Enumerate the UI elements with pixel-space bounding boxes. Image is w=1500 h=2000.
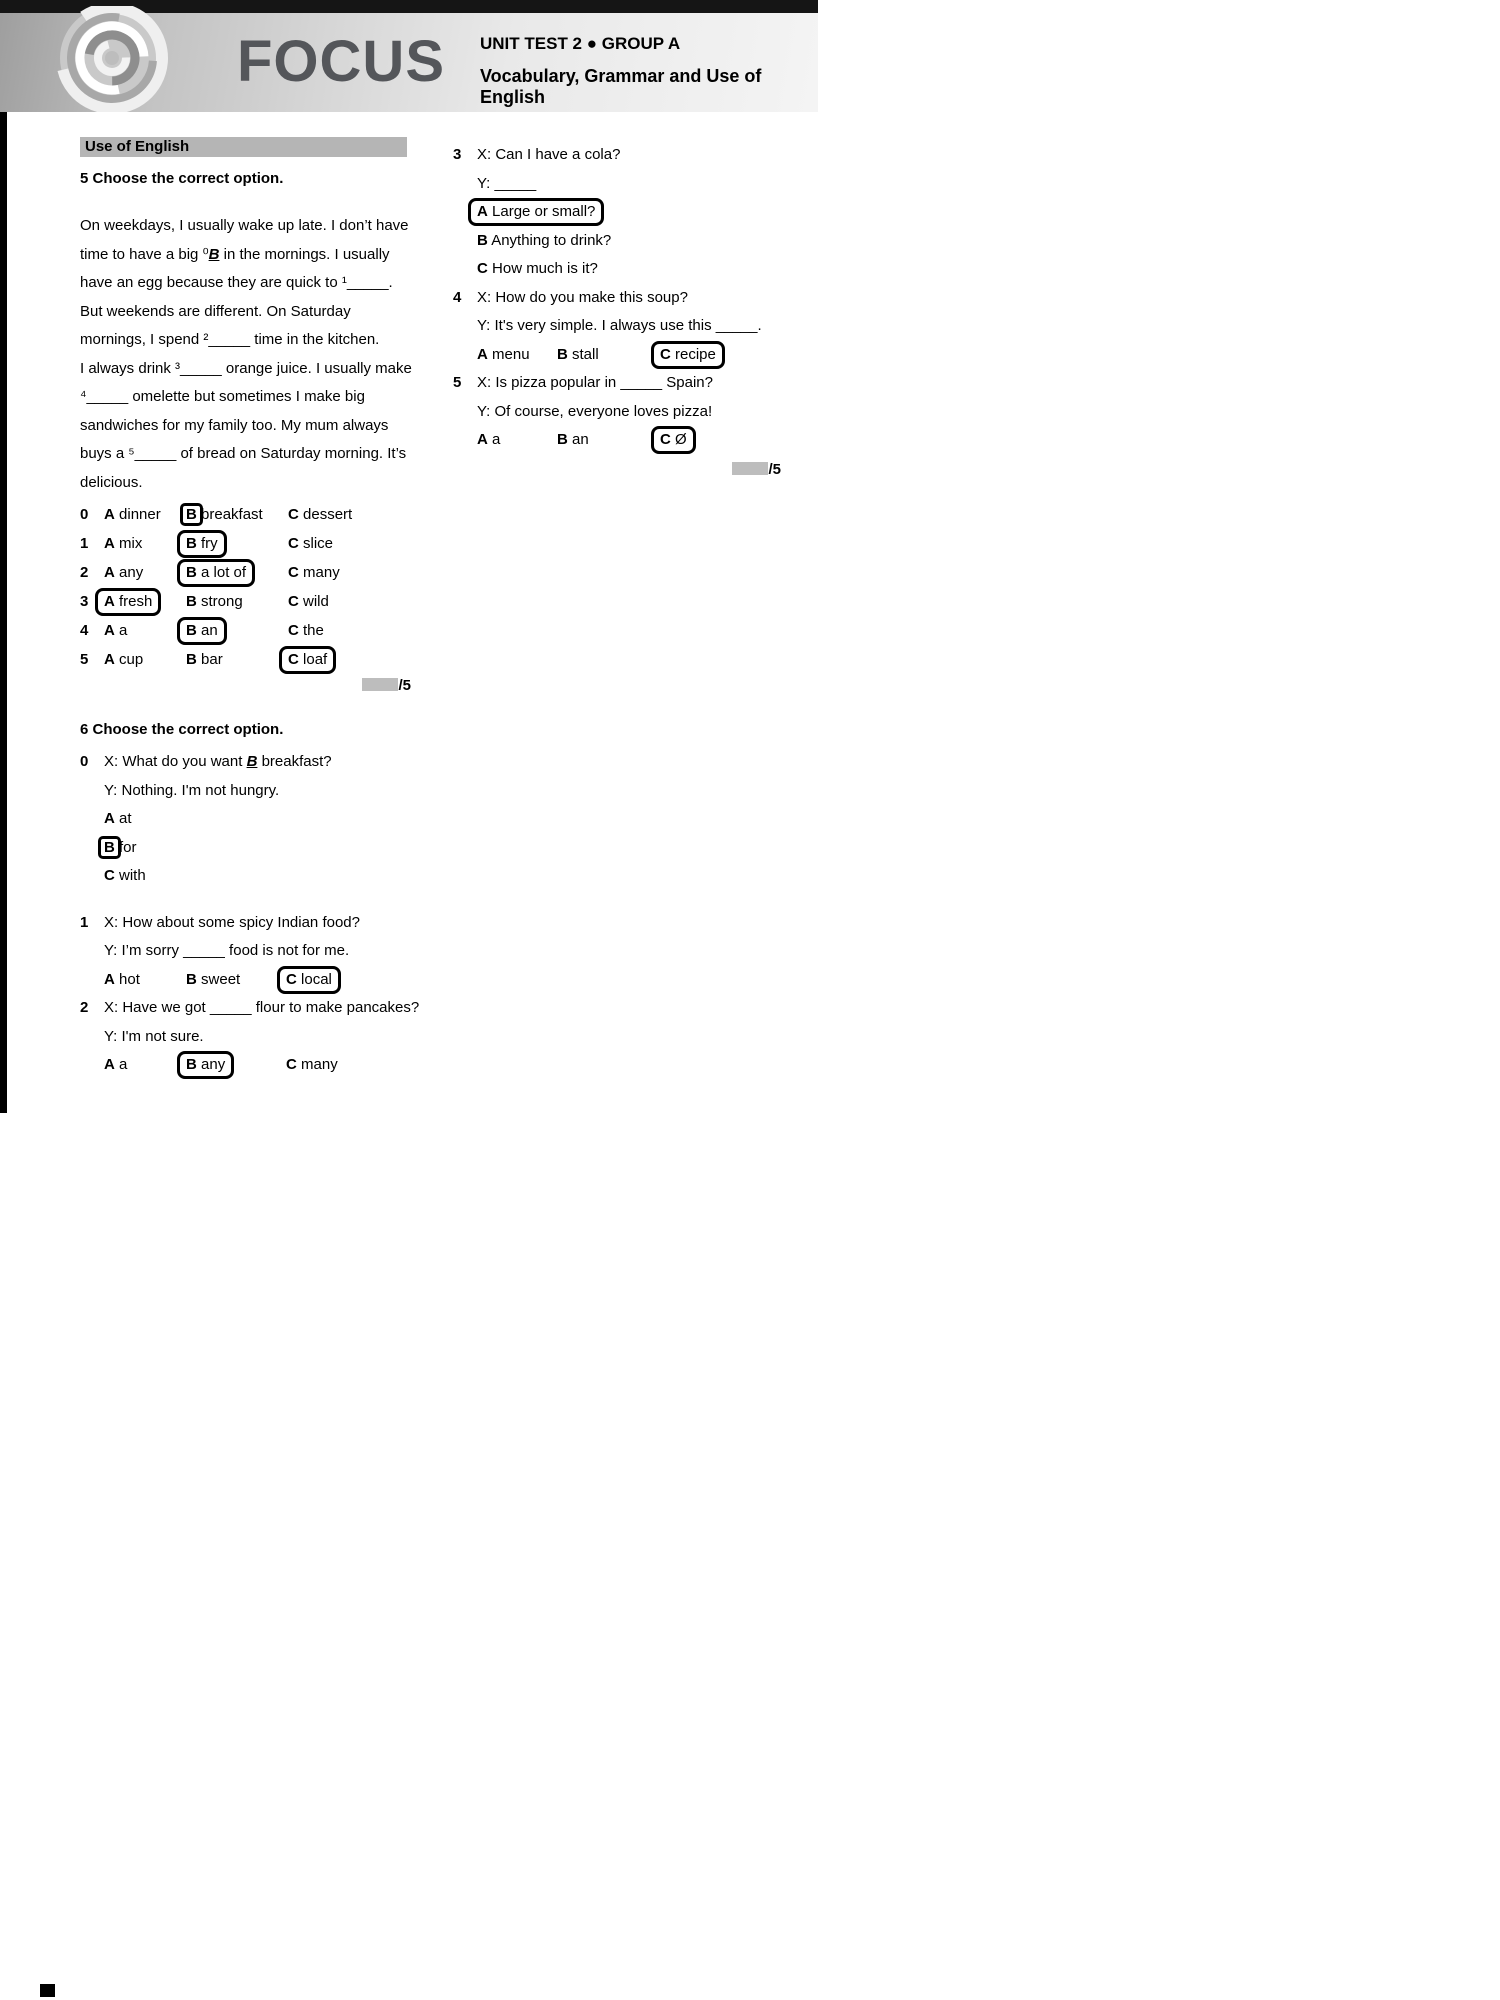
row-number: 2 [80,564,89,581]
option-c-marked [660,426,793,455]
option-c: C the [288,622,324,639]
dialogue-line-x: X: Is pizza popular in _____ Spain? [477,374,713,391]
passage-line: sandwiches for my family too. My mum always [80,416,389,434]
answer-box: B [180,503,203,526]
answer-box: B a lot of [177,559,255,587]
option-a: A dinner [104,506,161,523]
option-c: C wild [288,593,329,610]
option-c: C slice [288,535,334,552]
section-heading: Use of English [80,137,407,157]
option-c-marked [286,966,425,995]
options-row [477,426,793,455]
answer-box: A Large or small? [468,198,604,226]
answer-box: C loaf [279,646,336,674]
dialogue-line-y: Y: It's very simple. I always use this _____. [477,317,762,334]
score-blank [732,462,768,475]
options-row [104,966,425,995]
option-c: C How much is it? [477,260,598,277]
dialogue-line-y: Y: Of course, everyone loves pizza! [477,402,713,420]
answer-box: A fresh [95,588,161,616]
dialogue-line-x: X: What do you want B breakfast? [104,753,332,770]
dialogue-line-y: Y: I’m sorry _____ food is not for me. [104,942,350,959]
item-body [104,994,425,1080]
option-a-marked [477,198,793,227]
focus-swirl-icon [2,6,220,112]
row-number: 5 [80,651,89,668]
ex5-options [80,500,425,674]
passage-line: On weekdays, I usually wake up late. I don’t have [80,217,409,234]
passage-text: in the mornings. I usually [219,245,390,263]
ex5-passage [80,212,425,497]
option-b-marked [186,563,288,583]
question-item [453,284,793,370]
option-b-marked [186,534,288,554]
row-number: 4 [80,622,89,639]
option-a: A a [104,622,128,639]
item-number: 1 [80,913,89,931]
option-a-marked [104,592,186,612]
focus-logo: FOCUS [237,29,445,94]
option-a: A at [104,810,132,827]
left-margin-rule [0,112,7,1113]
option-b: B bar [186,651,223,668]
row-number: 0 [80,506,89,523]
answer-box: B any [177,1051,234,1079]
option-b: B an [557,431,589,448]
item-number: 0 [80,753,89,770]
unit-test-title: UNIT TEST 2 ● GROUP A [480,34,681,53]
answer-box: C Ø [651,426,696,454]
dialogue-line-y: Y: _____ [477,174,537,192]
right-column [453,133,793,479]
question-item [453,369,793,455]
answer-box: B an [177,617,227,645]
dialogue-line-y: Y: Nothing. I'm not hungry. [104,781,280,799]
test-subtitle: Vocabulary, Grammar and Use of English [480,66,762,107]
option-c: C with [104,867,146,884]
option-row [80,529,425,558]
dialogue-line-x: X: Have we got _____ flour to make pancakes? [104,999,420,1016]
score-label: /5 [398,677,411,694]
answer-box: B fry [177,530,227,558]
ex5-instruction: 5 Choose the correct option. [80,170,284,187]
option-c-marked [660,341,793,370]
option-b: B strong [186,593,243,610]
option-row [80,500,425,529]
page-corner-mark [40,1984,55,1997]
score-blank [362,678,398,691]
gap-answer: B [246,753,258,770]
passage-text: time to have a big ⁰ [80,245,209,263]
question-item [453,141,793,284]
option-row [80,645,425,674]
passage-line: I always drink ³_____ orange juice. I usually make [80,359,412,377]
ex5-score-field [80,677,425,695]
ex6-score-field [453,461,793,479]
option-a: A any [104,564,144,581]
option-c-marked [288,650,425,670]
item-body [104,748,425,891]
option-c: C many [286,1056,338,1073]
passage-line: delicious. [80,473,143,491]
option-b-marked [186,621,288,641]
option-row [80,616,425,645]
item-body [104,909,425,995]
dialogue-line-x: X: How about some spicy Indian food? [104,913,360,931]
passage-line: ⁴_____ omelette but sometimes I make big [80,388,365,405]
page-header [0,0,818,112]
option-a: A hot [104,970,140,988]
options-row [104,1051,425,1080]
question-item [80,748,425,891]
option-a: A mix [104,535,143,552]
passage-line: But weekends are different. On Saturday [80,302,351,320]
item-number: 2 [80,999,89,1016]
item-body [477,141,793,284]
gap-answer: B [208,245,220,263]
option-row [80,558,425,587]
question-item [80,909,425,995]
row-number: 3 [80,593,89,610]
dialogue-line-x: X: Can I have a cola? [477,146,621,163]
option-c: C many [288,564,340,581]
dialogue-line-x: X: How do you make this soup? [477,288,688,306]
option-b-marked: B for [104,834,425,863]
item-body [477,284,793,370]
item-number: 5 [453,374,462,391]
row-number: 1 [80,535,89,552]
item-body [477,369,793,455]
answer-box: C local [277,966,341,994]
score-label: /5 [768,460,781,478]
question-item [80,994,425,1080]
answer-box: B [98,836,121,859]
left-column [80,137,425,1080]
option-a: A a [104,1056,128,1073]
option-a: A menu [477,345,530,363]
item-number: 3 [453,146,462,163]
header-titles [480,34,818,108]
option-b-marked [186,1051,286,1080]
passage-line: have an egg because they are quick to ¹_____. [80,274,393,291]
option-b: B sweet [186,970,241,988]
ex6-instruction: 6 Choose the correct option. [80,721,284,738]
option-a: A cup [104,651,144,668]
item-number: 4 [453,288,462,306]
option-b: B Anything to drink? [477,231,612,249]
options-row [477,341,793,370]
option-b-marked: B breakfast [186,506,288,523]
passage-line: mornings, I spend ²_____ time in the kitchen. [80,331,380,348]
option-row [80,587,425,616]
option-b: B stall [557,345,599,363]
answer-box: C recipe [651,341,725,369]
option-a: A a [477,431,501,448]
dialogue-line-y: Y: I'm not sure. [104,1027,204,1045]
passage-line [80,241,425,270]
option-c: C dessert [288,506,353,523]
passage-line: buys a ⁵_____ of bread on Saturday morning. It’s [80,445,407,462]
